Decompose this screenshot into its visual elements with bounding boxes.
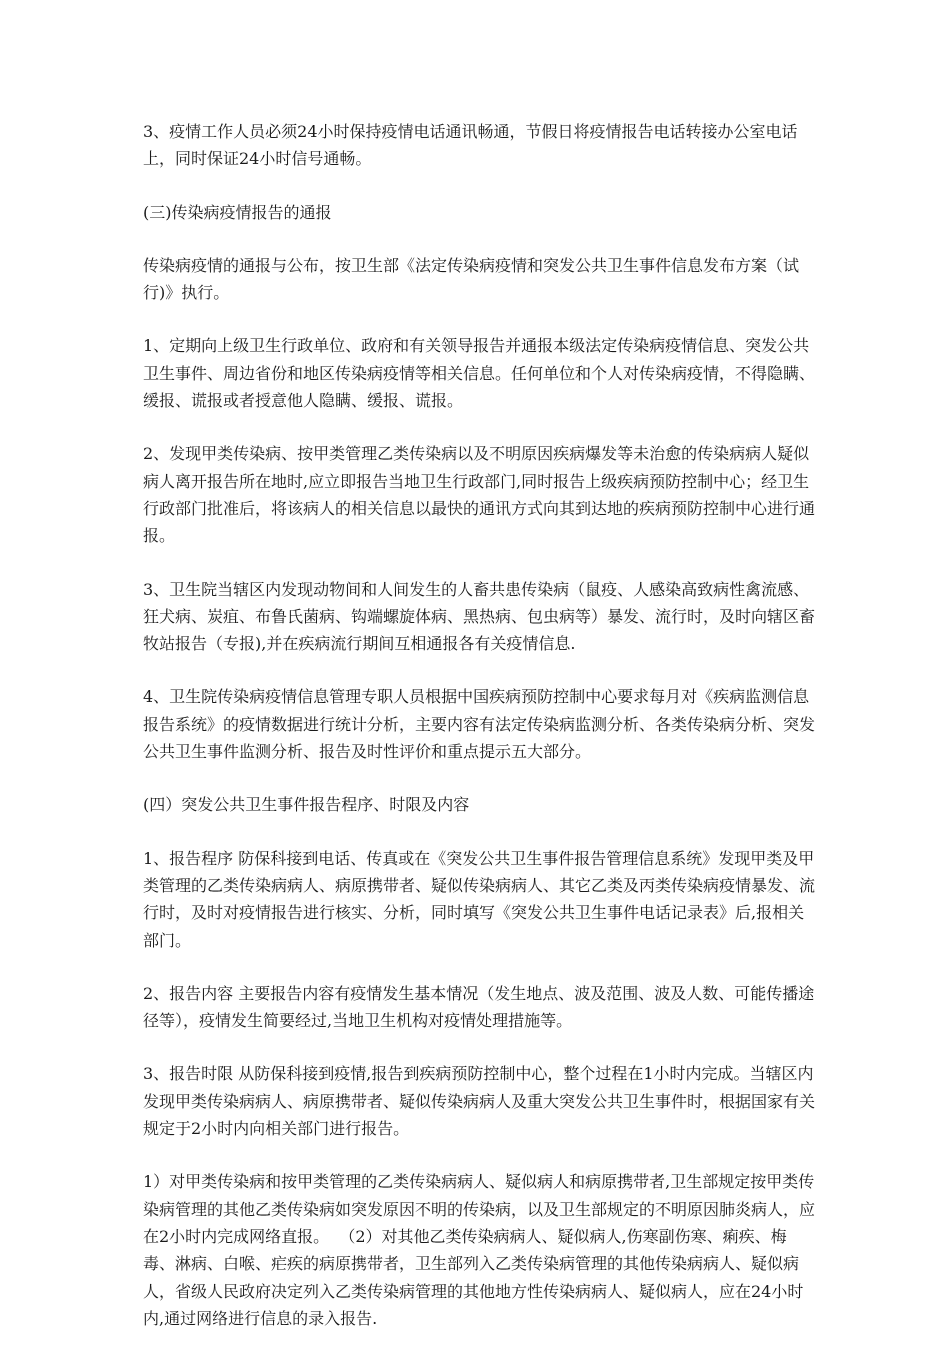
paragraph-notification-publication: 传染病疫情的通报与公布，按卫生部《法定传染病疫情和突发公共卫生事件信息发布方案（试行)》执行。 — [143, 255, 800, 303]
paragraph-class-a-report: 2、发现甲类传染病、按甲类管理乙类传染病以及不明原因疾病爆发等未治愈的传染病病人疑似病人离开报告所在地时,应立即报告当地卫生行政部门,同时报告上级疾病预防控制中心；经卫生行政部门批准后，将该病人的相关信息以最快的通讯方式向其到达地的疾病预防控制中心进行通报。 — [143, 444, 816, 546]
paragraph-report-content: 2、报告内容 主要报告内容有疫情发生基本情况（发生地点、波及范围、波及人数、可能传播途径等），疫情发生简要经过,当地卫生机构对疫情处理措施等。 — [143, 983, 815, 1031]
paragraph-network-direct-report: 1）对甲类传染病和按甲类管理的乙类传染病病人、疑似病人和病原携带者,卫生部规定按甲类传染病管理的其他乙类传染病如突发原因不明的传染病，以及卫生部规定的不明原因肺炎病人，应在2小时内完成网络直报。 （2）对其他乙类传染病病人、疑似病人,伤寒副伤寒、痢疾、梅毒、淋病、白喉、疟疾的病原携带者，卫生部列入乙类传染病管理的其他传染病病人、疑似病人，省级人民政府决定列入乙类传染病管理的其他地方性传染病病人、疑似病人，应在24小时内,通过网络进行信息的录入报告. — [143, 1172, 816, 1328]
paragraph-report-time-limit: 3、报告时限 从防保科接到疫情,报告到疾病预防控制中心，整个过程在1小时内完成。当辖区内发现甲类传染病病人、病原携带者、疑似传染病病人及重大突发公共卫生事件时，根据国家有关规定于2小时内向相关部门进行报告。 — [143, 1064, 816, 1139]
paragraph-epidemic-phone: 3、疫情工作人员必须24小时保持疫情电话通讯畅通，节假日将疫情报告电话转接办公室电话上，同时保证24小时信号通畅。 — [143, 122, 798, 169]
paragraph-monthly-analysis: 4、卫生院传染病疫情信息管理专职人员根据中国疾病预防控制中心要求每月对《疾病监测信息报告系统》的疫情数据进行统计分析，主要内容有法定传染病监测分析、各类传染病分析、突发公共卫生事件监测分析、报告及时性评价和重点提示五大部分。 — [143, 687, 816, 762]
paragraph-regular-report: 1、定期向上级卫生行政单位、政府和有关领导报告并通报本级法定传染病疫情信息、突发公共卫生事件、周边省份和地区传染病疫情等相关信息。任何单位和个人对传染病疫情，不得隐瞒、缓报、谎报或者授意他人隐瞒、缓报、谎报。 — [143, 336, 816, 411]
paragraph-report-procedure: 1、报告程序 防保科接到电话、传真或在《突发公共卫生事件报告管理信息系统》发现甲类及甲类管理的乙类传染病病人、病原携带者、疑似传染病病人、其它乙类及丙类传染病疫情暴发、流行时，及时对疫情报告进行核实、分析，同时填写《突发公共卫生事件电话记录表》后,报相关部门。 — [143, 848, 816, 950]
document-page — [143, 118, 815, 1358]
paragraph-zoonosis-report: 3、卫生院当辖区内发现动物间和人间发生的人畜共患传染病（鼠疫、人感染高致病性禽流感、狂犬病、炭疽、布鲁氏菌病、钩端螺旋体病、黑热病、包虫病等）暴发、流行时，及时向辖区畜牧站报告（专报),并在疾病流行期间互相通报各有关疫情信息. — [143, 579, 816, 654]
heading-section-3: (三)传染病疫情报告的通报 — [143, 202, 332, 222]
heading-section-4: (四）突发公共卫生事件报告程序、时限及内容 — [143, 795, 470, 815]
